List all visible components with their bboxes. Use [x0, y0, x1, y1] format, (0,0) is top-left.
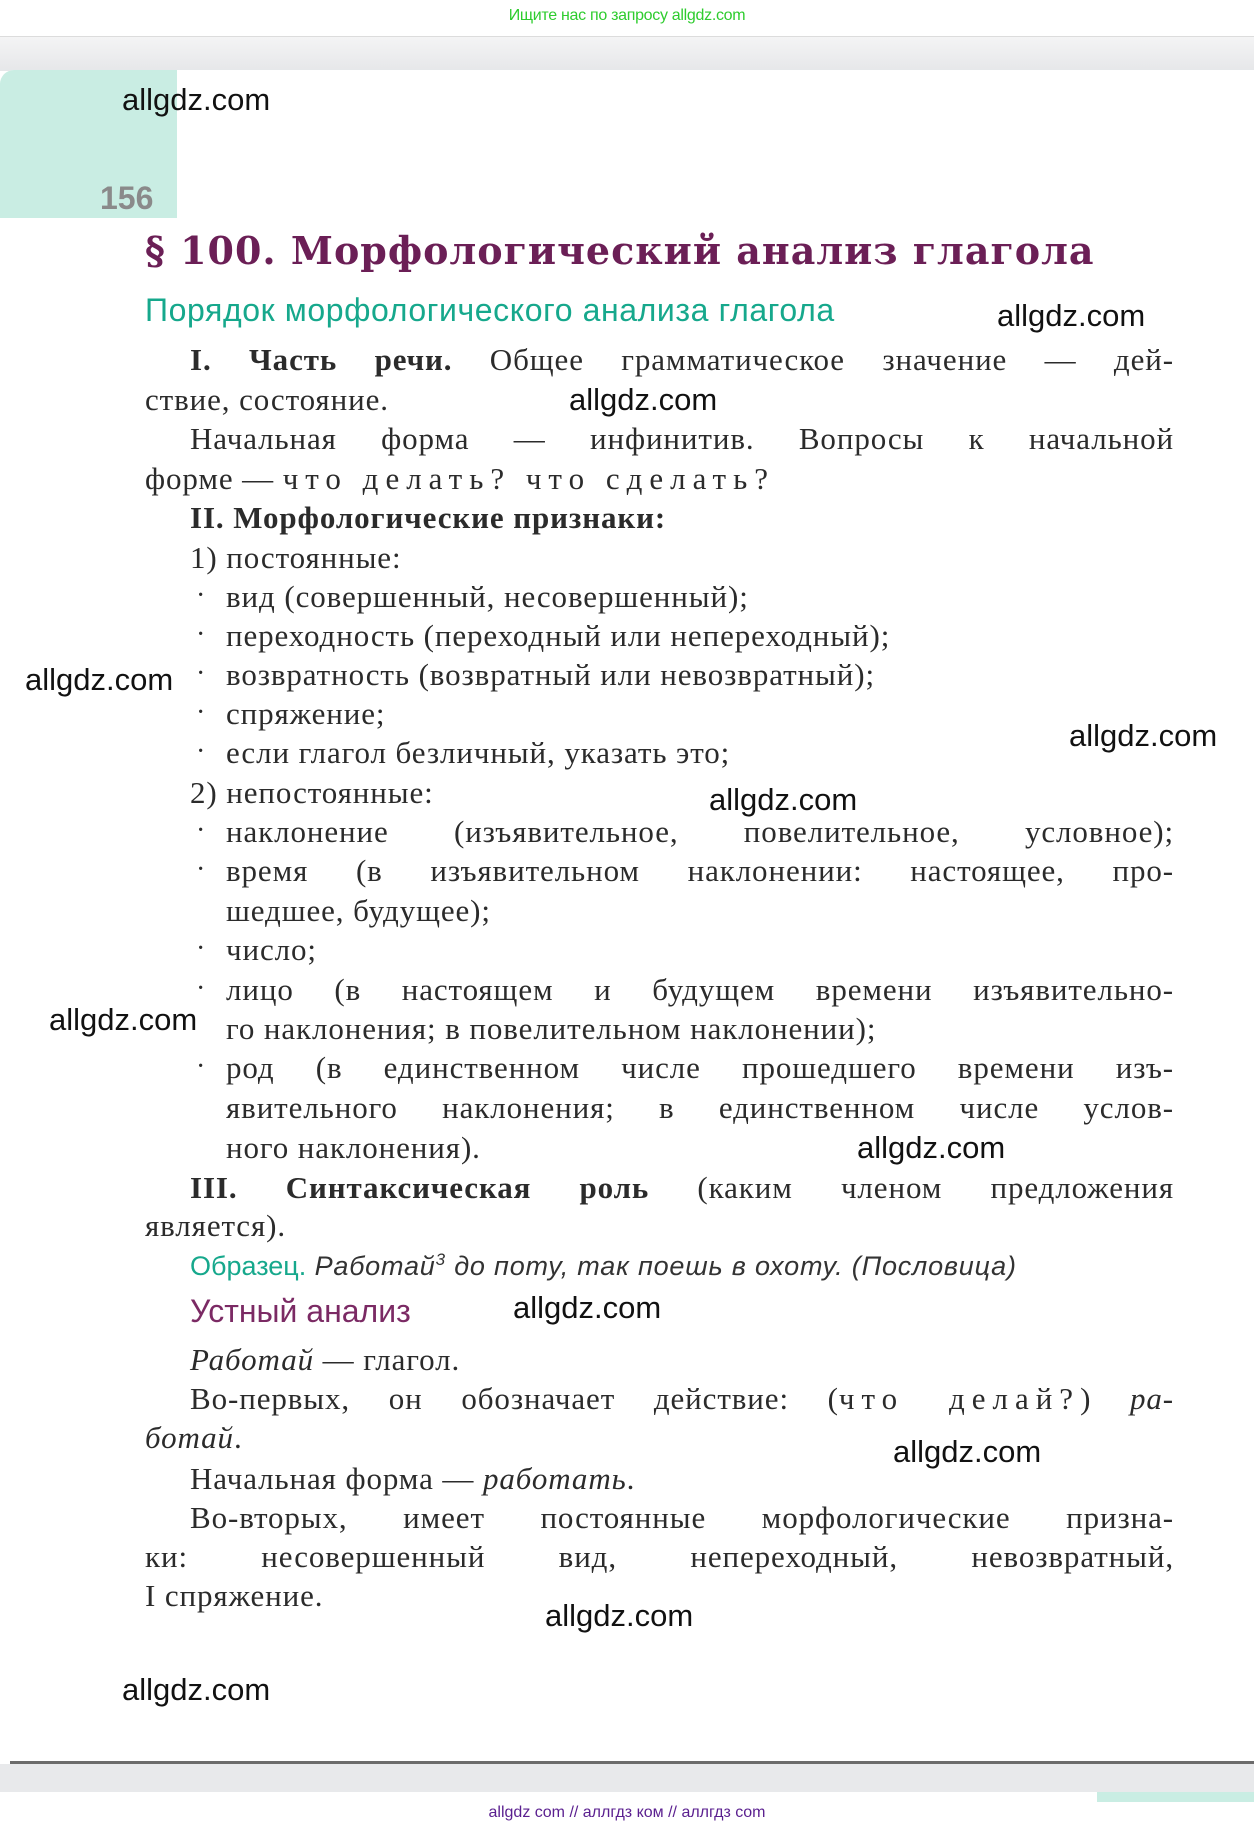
part3-line: III. Синтаксическая роль (каким членом предложения: [190, 1170, 1174, 1205]
initial-form-questions: что делать? что сделать?: [282, 461, 775, 496]
bullet-icon: ·: [196, 973, 206, 1004]
next-page-teal-edge: [1097, 1792, 1254, 1802]
bullet-icon: ·: [196, 736, 206, 767]
oral-analysis-line: Работай — глагол.: [190, 1342, 461, 1377]
watermark: allgdz.com: [122, 1672, 271, 1707]
initial-form-line: Начальная форма — инфинитив. Вопросы к начальной: [190, 421, 1174, 456]
bullet-icon: ·: [196, 933, 206, 964]
section-title: § 100. Морфологический анализ глагола: [145, 228, 1095, 273]
watermark: allgdz.com: [569, 382, 718, 417]
watermark: allgdz.com: [857, 1130, 1006, 1165]
footer-text: allgdz com // аллгдз ком // аллгдз com: [488, 1804, 766, 1821]
part3-continuation: является).: [145, 1208, 286, 1243]
page-separator-band: [0, 36, 1254, 71]
oral-analysis-line: I спряжение.: [145, 1578, 324, 1613]
oral-analysis-line: ки: несовершенный вид, непереходный, невозвратный,: [145, 1539, 1174, 1574]
variable-heading: 2) непостоянные:: [190, 775, 434, 810]
bullet-icon: ·: [196, 619, 206, 650]
oral-analysis-line: Во-вторых, имеет постоянные морфологические призна-: [190, 1500, 1174, 1535]
part1-line: I. Часть речи. Общее грамматическое значение — дей-: [190, 342, 1174, 377]
part1-continuation: ствие, состояние.: [145, 382, 389, 417]
list-item: если глагол безличный, указать это;: [226, 735, 731, 770]
part3-heading: III. Синтаксическая роль: [190, 1170, 650, 1205]
section-subtitle: Порядок морфологического анализа глагола: [145, 292, 835, 328]
constant-heading: 1) постоянные:: [190, 540, 402, 575]
part1-heading: I. Часть речи.: [190, 342, 453, 377]
oral-analysis-line: Начальная форма — работать.: [190, 1461, 636, 1496]
part2-heading: II. Морфологические признаки:: [190, 500, 667, 535]
list-item: переходность (переходный или непереходный);: [226, 618, 891, 653]
oral-analysis-line: ботай.: [145, 1420, 243, 1455]
watermark: allgdz.com: [1069, 718, 1218, 753]
example-line: [190, 1250, 1017, 1282]
initial-form-questions-line: форме — что делать? что сделать?: [145, 461, 775, 496]
top-banner: [0, 0, 1254, 36]
footer-separator-band: [0, 1764, 1254, 1792]
list-item-continuation: ного наклонения).: [226, 1130, 481, 1165]
list-item: время (в изъявительном наклонении: настоящее, про-: [226, 853, 1174, 888]
watermark: allgdz.com: [25, 662, 174, 697]
list-item: число;: [226, 932, 317, 967]
bullet-icon: ·: [196, 815, 206, 846]
watermark: allgdz.com: [513, 1290, 662, 1325]
bullet-icon: ·: [196, 854, 206, 885]
watermark: allgdz.com: [893, 1434, 1042, 1469]
page-number: 156: [100, 180, 154, 216]
example-label: Образец.: [190, 1251, 307, 1281]
bullet-icon: ·: [196, 697, 206, 728]
list-item: возвратность (возвратный или невозвратный);: [226, 657, 875, 692]
list-item: вид (совершенный, несовершенный);: [226, 579, 749, 614]
watermark: allgdz.com: [997, 298, 1146, 333]
bullet-icon: ·: [196, 580, 206, 611]
list-item-continuation: явительного наклонения; в единственном числе услов-: [226, 1090, 1174, 1125]
example-text: Работай$^3$ до поту, так поешь в охоту. (Пословица): [306, 1250, 1017, 1281]
oral-analysis-line: Во-первых, он обозначает действие: (что делай?) ра-: [190, 1381, 1175, 1416]
watermark: allgdz.com: [545, 1598, 694, 1633]
bullet-icon: ·: [196, 658, 206, 689]
oral-analysis-heading: Устный анализ: [190, 1293, 411, 1329]
list-item-continuation: го наклонения; в повелительном наклонении);: [226, 1011, 877, 1046]
top-banner-text: Ищите нас по запросу allgdz.com: [508, 7, 746, 24]
watermark: allgdz.com: [122, 82, 271, 117]
list-item: род (в единственном числе прошедшего времени изъ-: [226, 1050, 1174, 1085]
bullet-icon: ·: [196, 1051, 206, 1082]
list-item: лицо (в настоящем и будущем времени изъявительно-: [226, 972, 1174, 1007]
watermark: allgdz.com: [709, 782, 858, 817]
list-item: наклонение (изъявительное, повелительное, условное);: [226, 814, 1174, 849]
list-item: спряжение;: [226, 696, 386, 731]
watermark: allgdz.com: [49, 1002, 198, 1037]
list-item-continuation: шедшее, будущее);: [226, 893, 491, 928]
